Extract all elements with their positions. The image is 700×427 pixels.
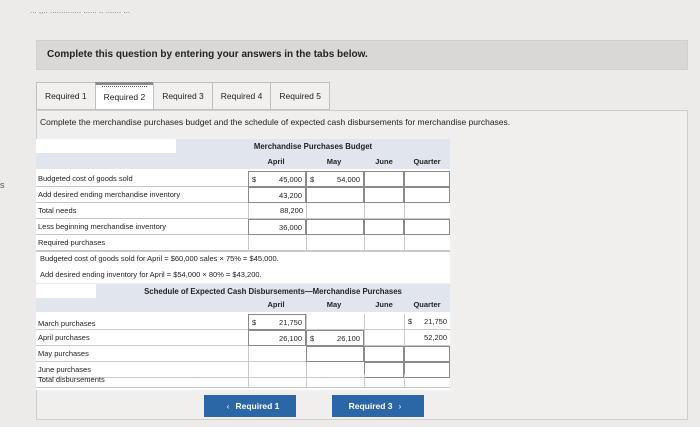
prev-button-label: Required 1: [235, 401, 280, 411]
tab-label: Required 3: [162, 91, 204, 101]
tab-label: Required 5: [279, 91, 321, 101]
tab-required-5[interactable]: [270, 82, 330, 110]
budget-col-june: June: [375, 157, 393, 166]
schedule-april-april-input[interactable]: [248, 330, 306, 346]
budget-ending-inv-may-input[interactable]: [306, 187, 364, 203]
schedule-april-june: [364, 330, 404, 346]
cell-value: 26,100: [337, 334, 360, 343]
budget-required-purchases-april: [248, 235, 306, 251]
schedule-april-may-input[interactable]: [306, 330, 364, 346]
schedule-may-april: [248, 346, 306, 362]
budget-required-purchases-quarter: [404, 235, 450, 251]
budget-col-april: April: [267, 157, 285, 166]
budget-beginning-inv-april-input[interactable]: [248, 219, 306, 235]
tab-required-4[interactable]: [212, 82, 272, 110]
schedule-total-may: [306, 374, 364, 388]
tab-required-1[interactable]: [36, 82, 96, 110]
budget-cogs-quarter-input[interactable]: [404, 171, 450, 187]
budget-beginning-inv-may-input[interactable]: [306, 219, 364, 235]
tab-required-3[interactable]: [153, 82, 213, 110]
tab-bar: [36, 82, 329, 110]
chevron-right-icon: ›: [398, 401, 402, 411]
cell-value: 43,200: [279, 191, 302, 200]
tab-required-2[interactable]: [95, 82, 155, 110]
schedule-col-may: May: [326, 300, 342, 309]
schedule-may-june-input[interactable]: [364, 346, 404, 362]
cell-value: 21,750: [279, 318, 302, 327]
cell-value: 88,200: [280, 206, 303, 215]
cell-value: 52,200: [424, 333, 447, 342]
budget-cogs-may-input[interactable]: [306, 171, 364, 187]
budget-ending-inv-april-input[interactable]: [248, 187, 306, 203]
row-label: Required purchases: [38, 238, 106, 247]
cell-value: 21,750: [424, 317, 447, 326]
schedule-col-june: June: [375, 300, 393, 309]
row-label: Less beginning merchandise inventory: [38, 222, 166, 231]
side-cut-text: s: [0, 180, 5, 190]
dollar-sign: $: [310, 175, 315, 184]
table-row: [36, 374, 450, 388]
budget-col-may: May: [326, 157, 342, 166]
chevron-left-icon: ‹: [226, 401, 230, 411]
budget-note-2: Add desired ending inventory for April = $54,000 × 80% = $43,200.: [40, 270, 262, 279]
purchases-budget-table: [36, 139, 450, 251]
budget-cogs-june-input[interactable]: [364, 171, 404, 187]
budget-cogs-april-input[interactable]: [248, 171, 306, 187]
tab-label: Required 1: [45, 91, 87, 101]
schedule-col-quarter: Quarter: [413, 300, 441, 309]
table-row: [36, 235, 450, 251]
budget-total-needs-april: [248, 203, 306, 219]
budget-ending-inv-quarter-input[interactable]: [404, 187, 450, 203]
dollar-sign: $: [310, 334, 315, 343]
table-row: [36, 346, 450, 362]
row-label: Total needs: [38, 206, 77, 215]
budget-total-needs-quarter: [404, 203, 450, 219]
budget-col-quarter: Quarter: [413, 157, 441, 166]
table-row: [36, 203, 450, 219]
dollar-sign: $: [252, 175, 257, 184]
row-label: April purchases: [38, 333, 90, 342]
row-label: Total disbursements: [38, 375, 105, 384]
budget-title: Merchandise Purchases Budget: [176, 139, 450, 153]
budget-required-purchases-may: [306, 235, 364, 251]
table-row: [36, 219, 450, 235]
schedule-may-may-input[interactable]: [306, 346, 364, 362]
schedule-april-quarter: [404, 330, 450, 346]
cell-value: 54,000: [337, 175, 360, 184]
budget-total-needs-june: [364, 203, 404, 219]
cut-header-text: ... ,,.. .............. ...... .. ....... ...: [30, 6, 131, 15]
row-label: May purchases: [38, 349, 89, 358]
dollar-sign: $: [408, 317, 413, 326]
budget-note-1: Budgeted cost of goods sold for April = $60,000 sales × 75% = $45,000.: [40, 254, 279, 263]
row-label: March purchases: [38, 319, 96, 328]
schedule-title: Schedule of Expected Cash Disbursements—Merchandise Purchases: [96, 284, 450, 298]
next-button-label: Required 3: [348, 401, 393, 411]
dollar-sign: $: [252, 318, 257, 327]
row-label: Budgeted cost of goods sold: [38, 174, 133, 183]
instruction-text: Complete this question by entering your answers in the tabs below.: [47, 49, 368, 60]
cell-value: 45,000: [279, 175, 302, 184]
schedule-col-april: April: [267, 300, 285, 309]
budget-beginning-inv-quarter-input[interactable]: [404, 219, 450, 235]
row-label: Add desired ending merchandise inventory: [38, 190, 181, 199]
cell-value: 26,100: [279, 334, 302, 343]
tab-label: Required 2: [103, 92, 146, 102]
schedule-total-june: [364, 374, 404, 388]
table-row: [36, 314, 450, 330]
budget-required-purchases-june: [364, 235, 404, 251]
table-row: [36, 187, 450, 203]
table-row: [36, 171, 450, 187]
schedule-march-may: [306, 314, 364, 330]
budget-total-needs-may: [306, 203, 364, 219]
budget-beginning-inv-june-input[interactable]: [364, 219, 404, 235]
schedule-total-april: [248, 374, 306, 388]
schedule-march-april-input[interactable]: [248, 314, 306, 330]
next-required-button[interactable]: [332, 395, 424, 417]
schedule-march-quarter: [404, 314, 450, 330]
tab-label: Required 4: [220, 91, 263, 101]
schedule-march-june: [364, 314, 404, 330]
instruction-bar: [36, 40, 688, 70]
budget-ending-inv-june-input[interactable]: [364, 187, 404, 203]
prev-required-button[interactable]: [204, 395, 296, 417]
schedule-may-quarter-input[interactable]: [404, 346, 450, 362]
table-row: [36, 330, 450, 346]
cell-value: 36,000: [279, 223, 302, 232]
row-label: June purchases: [38, 365, 91, 374]
schedule-total-quarter: [404, 374, 450, 388]
cash-disbursements-table: [36, 284, 450, 390]
prompt-text: Complete the merchandise purchases budget and the schedule of expected cash disbursements for merchandise purchases.: [40, 117, 511, 127]
